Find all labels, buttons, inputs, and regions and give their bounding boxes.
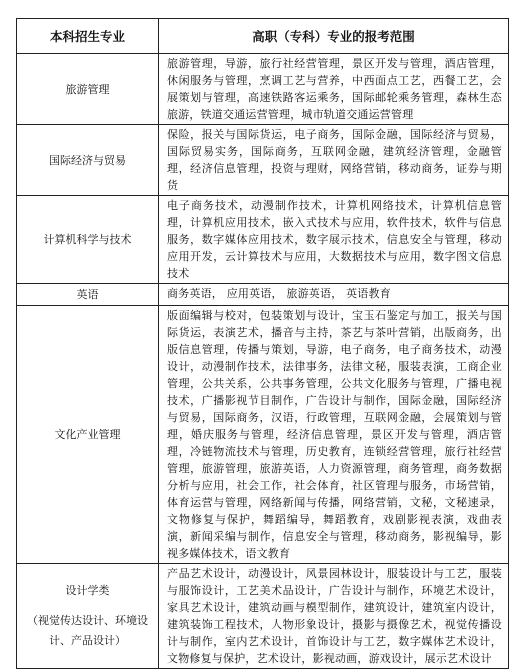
major-cell: 计算机科学与技术 xyxy=(17,196,159,284)
scope-cell: 保险，报关与国际货运，电子商务，国际金融，国际经济与贸易，国际贸易实务，国际商务，互联网金融，建筑经济管理，金融管理，经济信息管理，投资与理财，网络营销，移动商务，证券与期货 xyxy=(159,125,509,196)
major-cell: 文化产业管理 xyxy=(17,306,159,564)
major-cell: 国际经济与贸易 xyxy=(17,125,159,196)
scope-cell: 版面编辑与校对，包装策划与设计，宝玉石鉴定与加工，报关与国际货运，表演艺术，播音与主持，茶艺与茶叶营销，出版商务，出版信息管理，传播与策划，导游，电子商务，电子商务技术，动漫设计，动漫制作技术，法律事务，法律文秘，服装表演，工商企业管理，公共关系，公共事务管理，公共文化服务与管理，广播电视技术，广播影视节目制作，广告设计与制作，国际金融，国际经济与贸易，国际商务，汉语，行政管理，互联网金融，会展策划与管理，婚庆服务与管理，经济信息管理，景区开发与管理，酒店管理，冷链物流技术与管理，历史教育，连锁经营管理，旅行社经营管理，旅游管理，旅游英语，人力资源管理，商务管理，商务数据分析与应用，社会工作，社会体育，社区管理与服务，市场营销，体育运营与管理，网络新闻与传播，网络营销，文秘，文秘速录，文物修复与保护，舞蹈编导，舞蹈教育，戏剧影视表演，戏曲表演，新闻采编与制作，信息安全与管理，移动商务，影视编导，影视多媒体技术，语文教育 xyxy=(159,306,509,564)
scope-cell: 商务英语， 应用英语， 旅游英语， 英语教育 xyxy=(159,284,509,306)
table-row xyxy=(17,284,509,306)
table-row xyxy=(17,125,509,196)
table-row xyxy=(17,564,509,669)
table-row xyxy=(17,306,509,564)
scope-cell: 产品艺术设计，动漫设计，风景园林设计，服装设计与工艺，服装与服饰设计，工艺美术品设计，广告设计与制作，环境艺术设计，家具艺术设计，建筑动画与模型制作，建筑设计，建筑室内设计，建筑装饰工程技术，人物形象设计，摄影与摄像艺术，视觉传播设计与制作，室内艺术设计，首饰设计与工艺，数字媒体艺术设计，文物修复与保护，艺术设计，影视动画，游戏设计，展示艺术设计 xyxy=(159,564,509,669)
major-name: 设计学类 xyxy=(65,584,110,597)
table-row xyxy=(17,196,509,284)
header-undergrad-major: 本科招生专业 xyxy=(17,19,159,54)
table-row xyxy=(17,54,509,125)
major-note: （视觉传达设计、环境设计、产品设计） xyxy=(27,614,148,647)
scope-cell: 旅游管理，导游，旅行社经营管理，景区开发与管理，酒店管理，休闲服务与管理，烹调工艺与营养，中西面点工艺，西餐工艺，会展策划与管理，高速铁路客运乘务，国际邮轮乘务管理，森林生态旅游，铁道交通运营管理，城市轨道交通运营管理 xyxy=(159,54,509,125)
scope-cell: 电子商务技术，动漫制作技术，计算机网络技术，计算机信息管理，计算机应用技术，嵌入式技术与应用，软件技术，软件与信息服务，数字媒体应用技术，数字展示技术，信息安全与管理，移动应用开发，云计算技术与应用，大数据技术与应用，数字图文信息技术 xyxy=(159,196,509,284)
spacer xyxy=(21,601,154,611)
major-cell-design xyxy=(17,564,159,669)
major-scope-table xyxy=(16,18,509,669)
header-vocational-scope: 高职（专科）专业的报考范围 xyxy=(159,19,509,54)
table-header-row xyxy=(17,19,509,54)
major-cell: 英语 xyxy=(17,284,159,306)
major-cell: 旅游管理 xyxy=(17,54,159,125)
